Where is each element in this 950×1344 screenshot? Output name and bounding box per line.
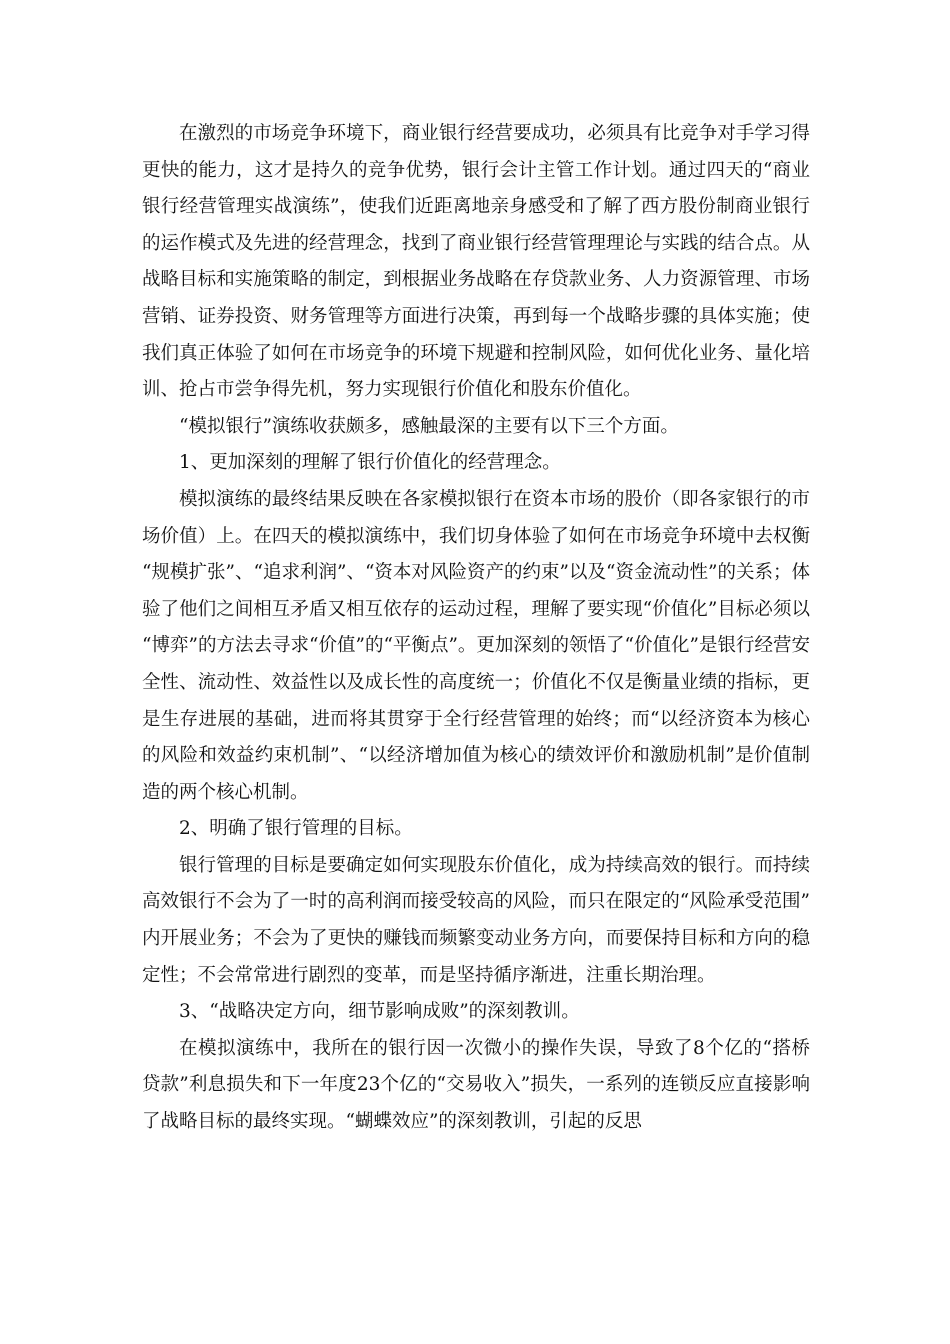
paragraph-point-2: 银行管理的目标是要确定如何实现股东价值化，成为持续高效的银行。而持续高效银行不会为了一时的高利润而接受较高的风险，而只在限定的“风险承受范围”内开展业务；不会为了更快的赚钱而频繁变动业务方向，而要保持目标和方向的稳定性；不会常常进行剧烈的变革，而是坚持循序渐进，注重长期治理。 (142, 854, 810, 986)
document-body (142, 116, 810, 1141)
heading-point-2: 2、明确了银行管理的目标。 (179, 818, 413, 840)
paragraph-summary: “模拟银行”演练收获颇多，感触最深的主要有以下三个方面。 (179, 415, 679, 437)
paragraph-point-3: 在模拟演练中，我所在的银行因一次微小的操作失误，导致了8个亿的“搭桥贷款”利息损失和下一年度23个亿的“交易收入”损失，一系列的连锁反应直接影响了战略目标的最终实现。“蝴蝶效应”的深刻教训，引起的反思 (142, 1037, 810, 1133)
paragraph-intro: 在激烈的市场竞争环境下，商业银行经营要成功，必须具有比竞争对手学习得更快的能力，这才是持久的竞争优势，银行会计主管工作计划。通过四天的“商业银行经营管理实战演练”，使我们近距离地亲身感受和了解了西方股份制商业银行的运作模式及先进的经营理念，找到了商业银行经营管理理论与实践的结合点。从战略目标和实施策略的制定，到根据业务战略在存贷款业务、人力资源管理、市场营销、证券投资、财务管理等方面进行决策，再到每一个战略步骤的具体实施；使我们真正体验了如何在市场竞争的环境下规避和控制风险，如何优化业务、量化培训、抢占市尝争得先机，努力实现银行价值化和股东价值化。 (142, 123, 810, 401)
heading-point-1: 1、更加深刻的理解了银行价值化的经营理念。 (179, 452, 561, 474)
heading-point-3: 3、“战略决定方向，细节影响成败”的深刻教训。 (179, 1001, 580, 1023)
paragraph-point-1: 模拟演练的最终结果反映在各家模拟银行在资本市场的股价（即各家银行的市场价值）上。在四天的模拟演练中，我们切身体验了如何在市场竞争环境中去权衡“规模扩张”、“追求利润”、“资本对风险资产的约束”以及“资金流动性”的关系；体验了他们之间相互矛盾又相互依存的运动过程，理解了要实现“价值化”目标必须以“博弈”的方法去寻求“价值”的“平衡点”。更加深刻的领悟了“价值化”是银行经营安全性、流动性、效益性以及成长性的高度统一；价值化不仅是衡量业绩的指标，更是生存进展的基础，进而将其贯穿于全行经营管理的始终；而“以经济资本为核心的风险和效益约束机制”、“以经济增加值为核心的绩效评价和激励机制”是价值制造的两个核心机制。 (142, 488, 810, 803)
